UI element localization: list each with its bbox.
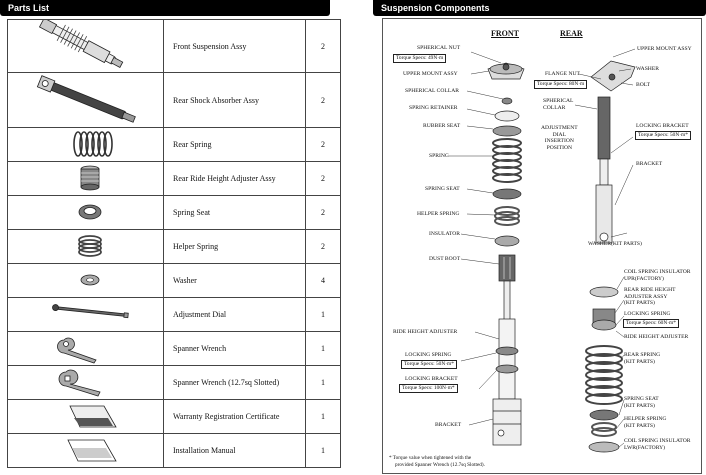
table-row [8, 73, 341, 128]
part-qty: 2 [306, 20, 341, 73]
torque-locking-bracket: Torque Specs: 100N·m* [399, 384, 458, 393]
adjuster-icon [8, 162, 163, 195]
label-rear-spherical-1: SPHERICAL [543, 98, 574, 104]
table-row [8, 230, 341, 264]
part-name: Front Suspension Assy [164, 20, 306, 73]
label-coil-upr [624, 269, 691, 282]
table-row [8, 400, 341, 434]
label-rubber-seat: RUBBER SEAT [423, 123, 461, 129]
washer-icon [8, 264, 163, 297]
label-dial-2: DIAL [552, 131, 567, 138]
label-bolt: BOLT [636, 82, 651, 88]
torque-rear-locking-bracket: Torque Specs: 50N·m* [635, 131, 691, 140]
part-name: Washer [164, 264, 306, 298]
part-qty: 2 [306, 128, 341, 162]
label-insulator: INSULATOR [429, 231, 460, 237]
part-name: Warranty Registration Certificate [164, 400, 306, 434]
label-helper-spring: HELPER SPRING [417, 211, 460, 217]
part-name: Spanner Wrench [164, 332, 306, 366]
label-bracket: BRACKET [435, 422, 462, 428]
part-name: Installation Manual [164, 434, 306, 468]
components-title: Suspension Components [381, 3, 490, 13]
table-row [8, 298, 341, 332]
table-row [8, 196, 341, 230]
slotted-wrench-icon [8, 366, 163, 399]
table-row [8, 434, 341, 468]
part-name: Spring Seat [164, 196, 306, 230]
rear-title: REAR [560, 29, 583, 38]
footnote-line-1: * Torque value when tightened with the [389, 455, 472, 461]
label-locking-bracket: LOCKING BRACKET [405, 376, 458, 382]
torque-rear-locking-spring: Torque Specs: 60N·m* [623, 319, 679, 328]
spring-seat-icon [8, 196, 163, 229]
parts-list-title: Parts List [8, 3, 50, 13]
table-row [8, 332, 341, 366]
label-rear-spring-1: REAR SPRING [624, 352, 661, 358]
part-name: Spanner Wrench (12.7sq Slotted) [164, 366, 306, 400]
label-coil-lwr-2: LWR(FACTORY) [624, 444, 666, 451]
label-dial-4: POSITION [546, 144, 573, 151]
label-spring: SPRING [429, 153, 449, 159]
label-spherical-collar: SPHERICAL COLLAR [405, 88, 460, 94]
label-rear-spring-seat-1: SPRING SEAT [624, 396, 659, 402]
part-qty: 1 [306, 298, 341, 332]
parts-list-header [0, 0, 330, 16]
part-qty: 1 [306, 366, 341, 400]
label-rear-spring [624, 352, 660, 365]
rear-spring-icon [8, 128, 163, 161]
label-dial-1: ADJUSTMENT [541, 125, 578, 131]
label-rear-spring-seat-2: (KIT PARTS) [624, 402, 655, 409]
label-rear-spring-seat [624, 396, 659, 409]
label-rear-washer: WASHER [636, 66, 659, 72]
footnote [389, 455, 485, 468]
rear-shock-icon [8, 73, 163, 127]
table-row [8, 264, 341, 298]
adjustment-dial-icon [8, 298, 163, 331]
torque-locking-spring: Torque Specs: 50N·m* [401, 360, 457, 369]
components-header [373, 0, 706, 16]
part-qty: 1 [306, 332, 341, 366]
table-row [8, 162, 341, 196]
label-ride-adj-1: REAR RIDE HEIGHT [624, 287, 676, 293]
label-locking-spring: LOCKING SPRING [405, 352, 452, 358]
front-suspension-icon [8, 20, 163, 72]
label-rear-spring-2: (KIT PARTS) [624, 358, 655, 365]
label-rear-helper-spring [624, 416, 666, 429]
label-ride-adj-2: ADJUSTER ASSY [624, 293, 668, 300]
torque-spherical-nut: Torque Specs: 49N·m [393, 54, 446, 63]
parts-table [7, 19, 341, 468]
table-row [8, 366, 341, 400]
label-rear-locking-bracket: LOCKING BRACKET [636, 123, 689, 129]
label-rear-upper-mount: UPPER MOUNT ASSY [637, 46, 692, 52]
part-qty: 2 [306, 73, 341, 128]
part-qty: 2 [306, 162, 341, 196]
label-rear-ride-height-adjuster: RIDE HEIGHT ADJUSTER [624, 334, 689, 340]
label-dial-3: INSERTION [544, 138, 574, 144]
label-coil-lwr-1: COIL SPRING INSULATOR [624, 438, 691, 444]
part-name: Adjustment Dial [164, 298, 306, 332]
label-washer-kit: WASHER(KIT PARTS) [588, 241, 642, 247]
label-coil-lwr [624, 438, 691, 451]
part-qty: 1 [306, 400, 341, 434]
part-name: Helper Spring [164, 230, 306, 264]
label-dial-position [541, 125, 578, 151]
front-title: FRONT [491, 29, 519, 38]
label-spherical-nut: SPHERICAL NUT [417, 45, 461, 51]
label-rear-helper-2: (KIT PARTS) [624, 422, 655, 429]
label-spring-seat: SPRING SEAT [425, 186, 460, 192]
label-rear-spherical [543, 98, 573, 111]
part-qty: 2 [306, 196, 341, 230]
label-rear-locking-spring: LOCKING SPRING [624, 311, 671, 317]
label-rear-ride-adjuster [624, 287, 676, 307]
table-row [8, 20, 341, 73]
part-qty: 4 [306, 264, 341, 298]
label-rear-bracket: BRACKET [636, 161, 663, 167]
label-upper-mount-assy: UPPER MOUNT ASSY [403, 71, 458, 77]
label-flange-nut: FLANGE NUT [545, 71, 580, 77]
label-rear-spherical-2: COLLAR [543, 104, 566, 111]
label-rear-helper-1: HELPER SPRING [624, 416, 667, 422]
part-qty: 2 [306, 230, 341, 264]
helper-spring-icon [8, 230, 163, 263]
label-ride-adj-3: (KIT PARTS) [624, 300, 655, 306]
label-coil-upr-2: UPR(FACTORY) [624, 275, 664, 282]
label-dust-boot: DUST BOOT [429, 256, 461, 262]
manual-icon [8, 434, 163, 467]
spanner-wrench-icon [8, 332, 163, 365]
label-spring-retainer: SPRING RETAINER [409, 105, 458, 111]
torque-flange-nut: Torque Specs: 80N·m [534, 80, 587, 89]
label-ride-height-adjuster: RIDE HEIGHT ADJUSTER [393, 329, 458, 335]
label-coil-upr-1: COIL SPRING INSULATOR [624, 269, 691, 275]
footnote-line-2: provided Spanner Wrench (12.7sq Slotted). [395, 461, 485, 468]
part-name: Rear Ride Height Adjuster Assy [164, 162, 306, 196]
part-name: Rear Shock Absorber Assy [164, 73, 306, 128]
part-qty: 1 [306, 434, 341, 468]
table-row [8, 128, 341, 162]
components-panel [382, 18, 702, 474]
certificate-icon [8, 400, 163, 433]
part-name: Rear Spring [164, 128, 306, 162]
